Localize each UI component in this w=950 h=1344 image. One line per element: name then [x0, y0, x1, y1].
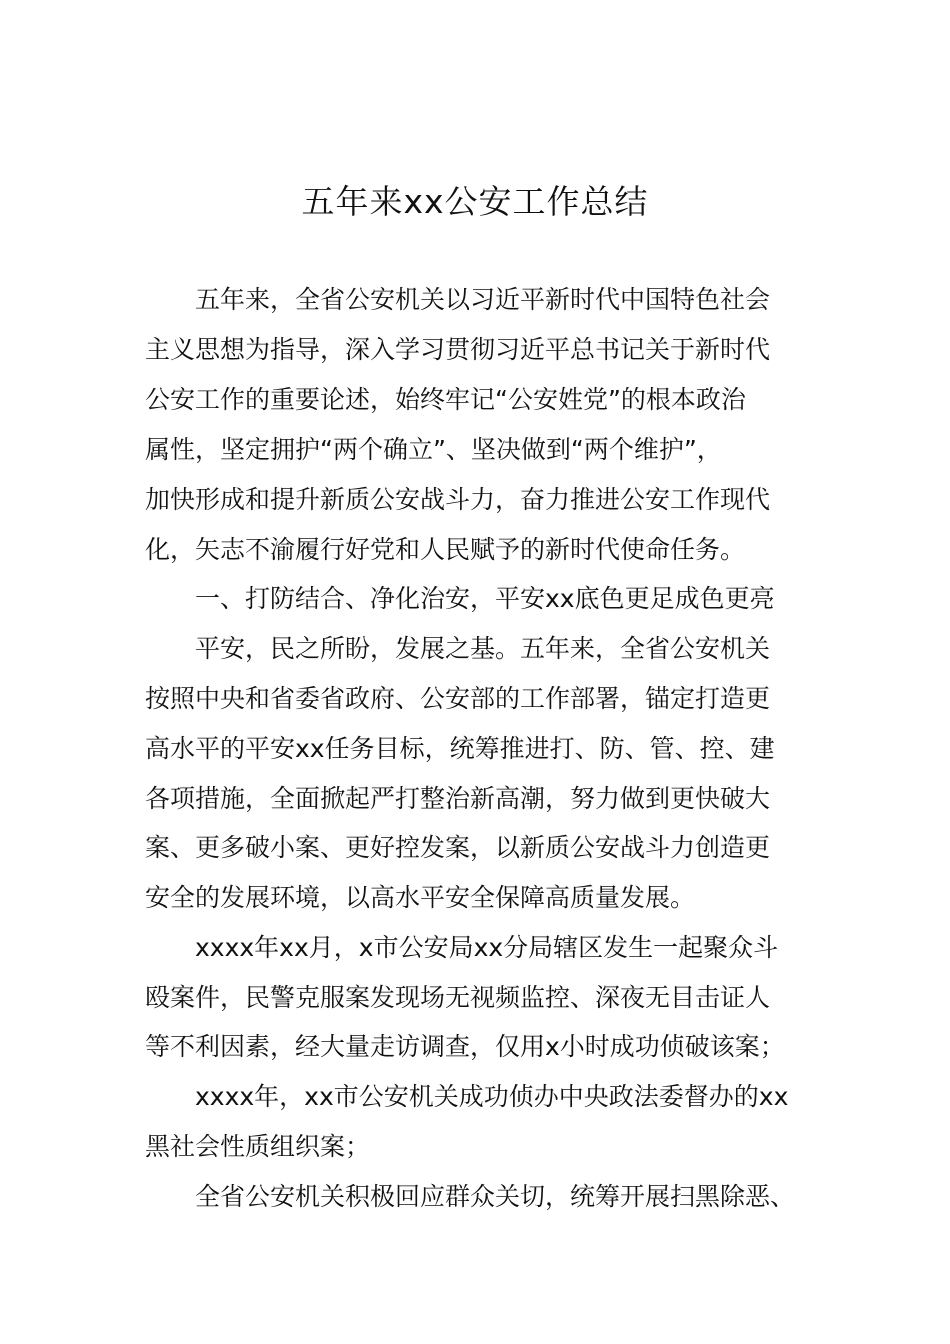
- paragraph-line: 黑社会性质组织案；: [145, 1132, 371, 1161]
- paragraph-line: 全省公安机关积极回应群众关切，统筹开展扫黑除恶、: [195, 1182, 796, 1211]
- paragraph-line: 案、更多破小案、更好控发案，以新质公安战斗力创造更: [145, 833, 771, 862]
- paragraph-line: 殴案件，民警克服案发现场无视频监控、深夜无目击证人: [145, 983, 771, 1012]
- document-title: 五年来xx公安工作总结: [301, 182, 649, 221]
- paragraph-line: 化，矢志不渝履行好党和人民赋予的新时代使命任务。: [145, 535, 746, 564]
- paragraph-line: xxxx年，xx市公安机关成功侦办中央政法委督办的xx: [195, 1082, 789, 1111]
- paragraph-line: 加快形成和提升新质公安战斗力，奋力推进公安工作现代: [145, 485, 771, 514]
- paragraph-line: 等不利因素，经大量走访调查，仅用x小时成功侦破该案；: [145, 1032, 785, 1061]
- paragraph-line: 五年来，全省公安机关以习近平新时代中国特色社会: [195, 285, 771, 314]
- paragraph-line: xxxx年xx月，x市公安局xx分局辖区发生一起聚众斗: [195, 933, 779, 962]
- paragraph-line: 主义思想为指导，深入学习贯彻习近平总书记关于新时代: [145, 335, 771, 364]
- paragraph-line: 按照中央和省委省政府、公安部的工作部署，锚定打造更: [145, 684, 771, 713]
- paragraph-line: 公安工作的重要论述，始终牢记“公安姓党”的根本政治: [145, 385, 746, 414]
- paragraph-line: 高水平的平安xx任务目标，统筹推进打、防、管、控、建: [145, 734, 775, 763]
- section-heading: 一、打防结合、净化治安，平安xx底色更足成色更亮: [195, 584, 775, 613]
- paragraph-line: 平安，民之所盼，发展之基。五年来，全省公安机关: [195, 634, 771, 663]
- paragraph-line: 属性，坚定拥护“两个确立”、坚决做到“两个维护”，: [145, 435, 722, 464]
- paragraph-line: 安全的发展环境，以高水平安全保障高质量发展。: [145, 883, 696, 912]
- paragraph-line: 各项措施，全面掀起严打整治新高潮，努力做到更快破大: [145, 784, 771, 813]
